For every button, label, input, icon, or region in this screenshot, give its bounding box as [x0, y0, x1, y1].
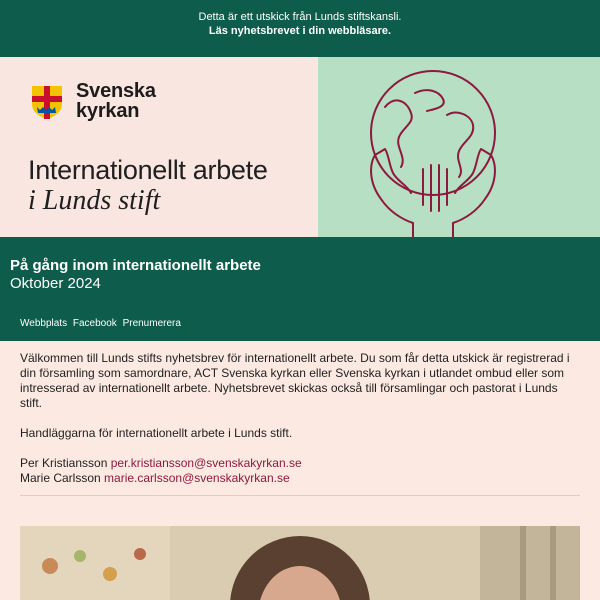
website-link[interactable]: Webbplats — [20, 318, 68, 329]
intro-paragraph: Välkommen till Lunds stifts nyhetsbrev för internationellt arbete. Du som får detta utskick är registrerad i din församling som samordnare, ACT Svenska kyrkan eller Svenska kyrkan i utlandet ombud eller som intresserad av internationellt arbete. Nyhetsbrevet skickas också till församlingar och pastorat i Lunds stift. — [20, 351, 570, 410]
newsletter-heading: På gång inom internationellt arbete — [10, 257, 261, 274]
contact-name: Marie Carlsson — [20, 471, 101, 485]
logo-wordmark: Svenska kyrkan — [76, 80, 156, 122]
contact-row — [20, 471, 580, 486]
article-photo — [20, 526, 580, 600]
hero-banner — [0, 57, 600, 237]
contact-name: Per Kristiansson — [20, 456, 108, 470]
globe-hands-illustration — [355, 65, 515, 237]
header-links — [20, 318, 184, 329]
section-divider — [20, 495, 580, 496]
preheader-bar — [0, 0, 600, 57]
subscribe-link[interactable]: Prenumerera — [122, 318, 181, 329]
contact-email-link[interactable]: per.kristiansson@svenskakyrkan.se — [110, 456, 302, 470]
view-in-browser-link[interactable]: Läs nyhetsbrevet i din webbläsare. — [208, 25, 392, 37]
contact-row — [20, 456, 580, 471]
svenska-kyrkan-logo[interactable] — [28, 81, 156, 121]
crown-cross-icon — [28, 82, 66, 120]
signoff-text: Handläggarna för internationellt arbete i Lunds stift. — [20, 426, 293, 440]
intro-section — [0, 341, 600, 600]
contact-email-link[interactable]: marie.carlsson@svenskakyrkan.se — [104, 471, 290, 485]
newsletter-date: Oktober 2024 — [10, 275, 101, 292]
newsletter-header-band — [0, 237, 600, 341]
hero-subtitle: i Lunds stift — [28, 185, 161, 216]
hero-title: Internationellt arbete — [28, 155, 268, 185]
facebook-link[interactable]: Facebook — [72, 318, 117, 329]
preheader-notice: Detta är ett utskick från Lunds stiftskansli. — [198, 11, 402, 23]
